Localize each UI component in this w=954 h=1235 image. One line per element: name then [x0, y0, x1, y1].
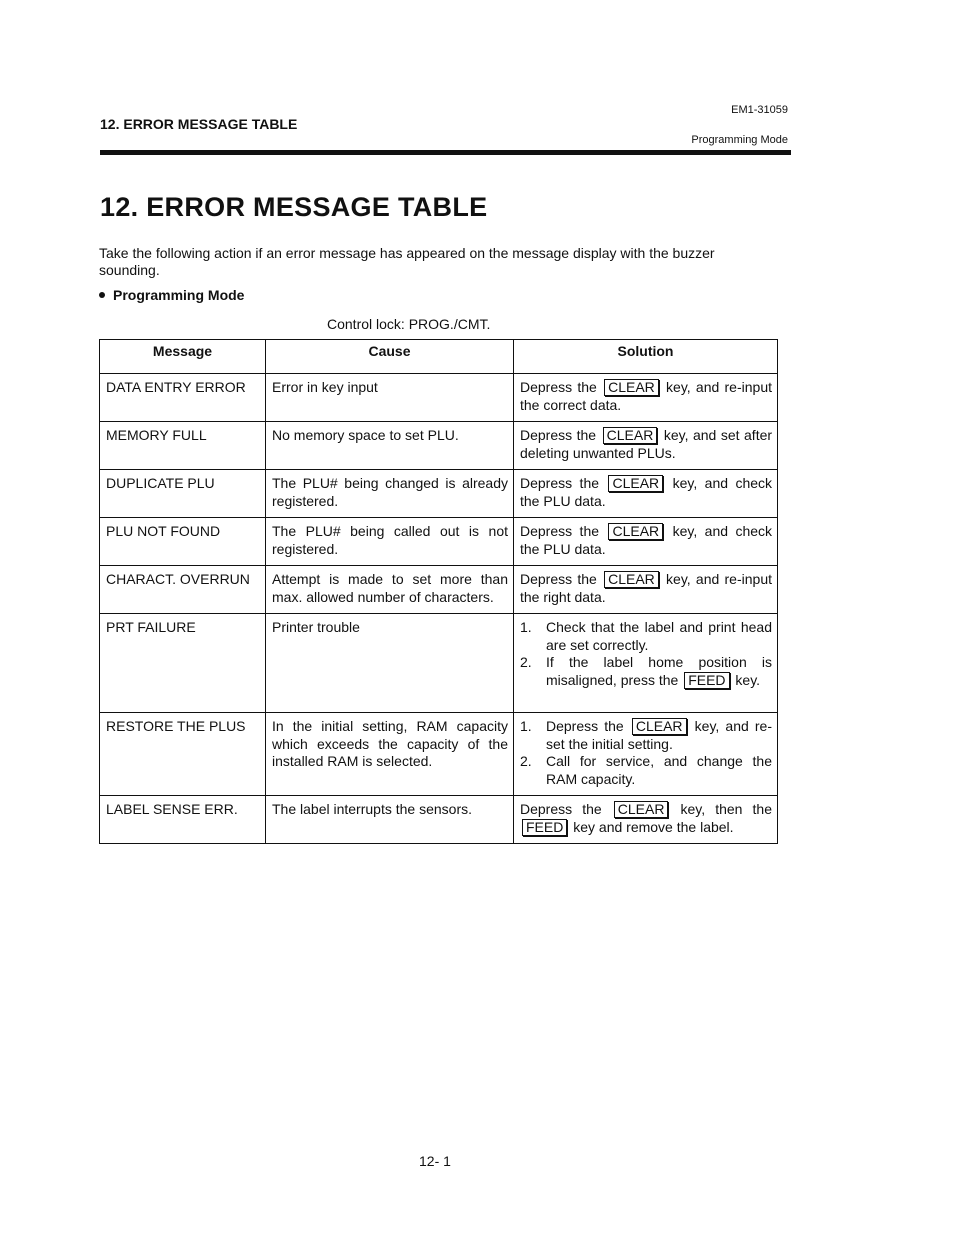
step-number: 2.: [520, 753, 532, 769]
cause-cell: No memory space to set PLU.: [266, 422, 514, 470]
step-number: 2.: [520, 654, 532, 670]
message-cell: PLU NOT FOUND: [100, 518, 266, 566]
message-cell: MEMORY FULL: [100, 422, 266, 470]
table-row: [100, 422, 778, 470]
step-text-part: key, and re-set the initial setting.: [546, 718, 773, 752]
cause-cell: In the initial setting, RAM capacity which exceeds the capacity of the installed RAM is selected.: [266, 713, 514, 796]
running-header-section: 12. ERROR MESSAGE TABLE: [100, 116, 298, 132]
message-cell: RESTORE THE PLUS: [100, 713, 266, 796]
table-row: [100, 713, 778, 796]
cause-cell: The label interrupts the sensors.: [266, 796, 514, 844]
solution-text: key, and check the PLU data.: [520, 475, 773, 509]
solution-text: Depress the: [520, 427, 597, 443]
table-header-row: [100, 340, 778, 374]
solution-cell: [514, 518, 778, 566]
step-text: Check that the label and print head are set correctly.: [546, 619, 772, 653]
page-number: 12- 1: [419, 1153, 451, 1169]
column-header-cause: Cause: [266, 340, 514, 374]
solution-cell: [514, 713, 778, 796]
clear-key-icon: CLEAR: [608, 523, 663, 540]
solution-cell: [514, 566, 778, 614]
cause-cell: Attempt is made to set more than max. allowed number of characters.: [266, 566, 514, 614]
clear-key-icon: CLEAR: [604, 379, 659, 396]
header-rule: [100, 150, 791, 155]
solution-step: [520, 619, 772, 654]
step-number: 1.: [520, 718, 532, 734]
step-text-part: Depress the: [546, 718, 624, 734]
solution-cell: [514, 422, 778, 470]
cause-cell: The PLU# being called out is not registered.: [266, 518, 514, 566]
solution-step: [520, 753, 772, 788]
solution-text: key, then the: [680, 801, 773, 817]
solution-text: key, and set after deleting unwanted PLUs.: [520, 427, 773, 461]
step-number: 1.: [520, 619, 532, 635]
table-row: [100, 470, 778, 518]
table-row: [100, 566, 778, 614]
solution-cell: [514, 374, 778, 422]
document-number: EM1-31059: [731, 104, 788, 116]
table-row: [100, 796, 778, 844]
step-text: [546, 718, 772, 753]
table-row: [100, 518, 778, 566]
clear-key-icon: CLEAR: [604, 571, 659, 588]
cause-cell: The PLU# being changed is already registered.: [266, 470, 514, 518]
solution-cell: [514, 796, 778, 844]
column-header-message: Message: [100, 340, 266, 374]
clear-key-icon: CLEAR: [608, 475, 663, 492]
clear-key-icon: CLEAR: [632, 718, 687, 735]
feed-key-icon: FEED: [522, 819, 567, 836]
step-text-part: If the label home position is misaligned, press the: [546, 654, 772, 688]
solution-text: key and remove the label.: [573, 818, 734, 835]
cause-cell: Error in key input: [266, 374, 514, 422]
solution-text: Depress the: [520, 379, 597, 395]
solution-cell: [514, 614, 778, 713]
message-cell: CHARACT. OVERRUN: [100, 566, 266, 614]
cause-cell: Printer trouble: [266, 614, 514, 713]
intro-paragraph: Take the following action if an error message has appeared on the message display with the buzzer sounding.: [99, 245, 715, 278]
step-text-part: key.: [735, 671, 761, 688]
message-cell: DUPLICATE PLU: [100, 470, 266, 518]
message-cell: DATA ENTRY ERROR: [100, 374, 266, 422]
solution-text: key, and re-input the correct data.: [520, 379, 772, 413]
message-cell: LABEL SENSE ERR.: [100, 796, 266, 844]
column-header-solution: Solution: [514, 340, 778, 374]
table-row: [100, 614, 778, 713]
solution-step: [520, 654, 772, 689]
running-header-mode: Programming Mode: [691, 134, 788, 146]
page-title: 12. ERROR MESSAGE TABLE: [100, 192, 488, 222]
table-row: [100, 374, 778, 422]
solution-text: Depress the: [520, 801, 602, 817]
solution-text: key, and re-input the right data.: [520, 571, 772, 605]
mode-heading-text: Programming Mode: [113, 287, 245, 303]
error-message-table: [99, 339, 778, 844]
step-text: [546, 654, 772, 689]
solution-cell: [514, 470, 778, 518]
step-text: Call for service, and change the RAM capacity.: [546, 753, 772, 787]
solution-text: Depress the: [520, 475, 600, 491]
control-lock-note: Control lock: PROG./CMT.: [327, 316, 491, 332]
solution-text: key, and check the PLU data.: [520, 523, 773, 557]
clear-key-icon: CLEAR: [614, 801, 669, 818]
solution-text: Depress the: [520, 571, 597, 587]
message-cell: PRT FAILURE: [100, 614, 266, 713]
solution-text: Depress the: [520, 523, 600, 539]
bullet-icon: [99, 292, 105, 298]
solution-step: [520, 718, 772, 753]
clear-key-icon: CLEAR: [603, 427, 658, 444]
mode-heading: [99, 287, 244, 303]
feed-key-icon: FEED: [684, 672, 729, 689]
